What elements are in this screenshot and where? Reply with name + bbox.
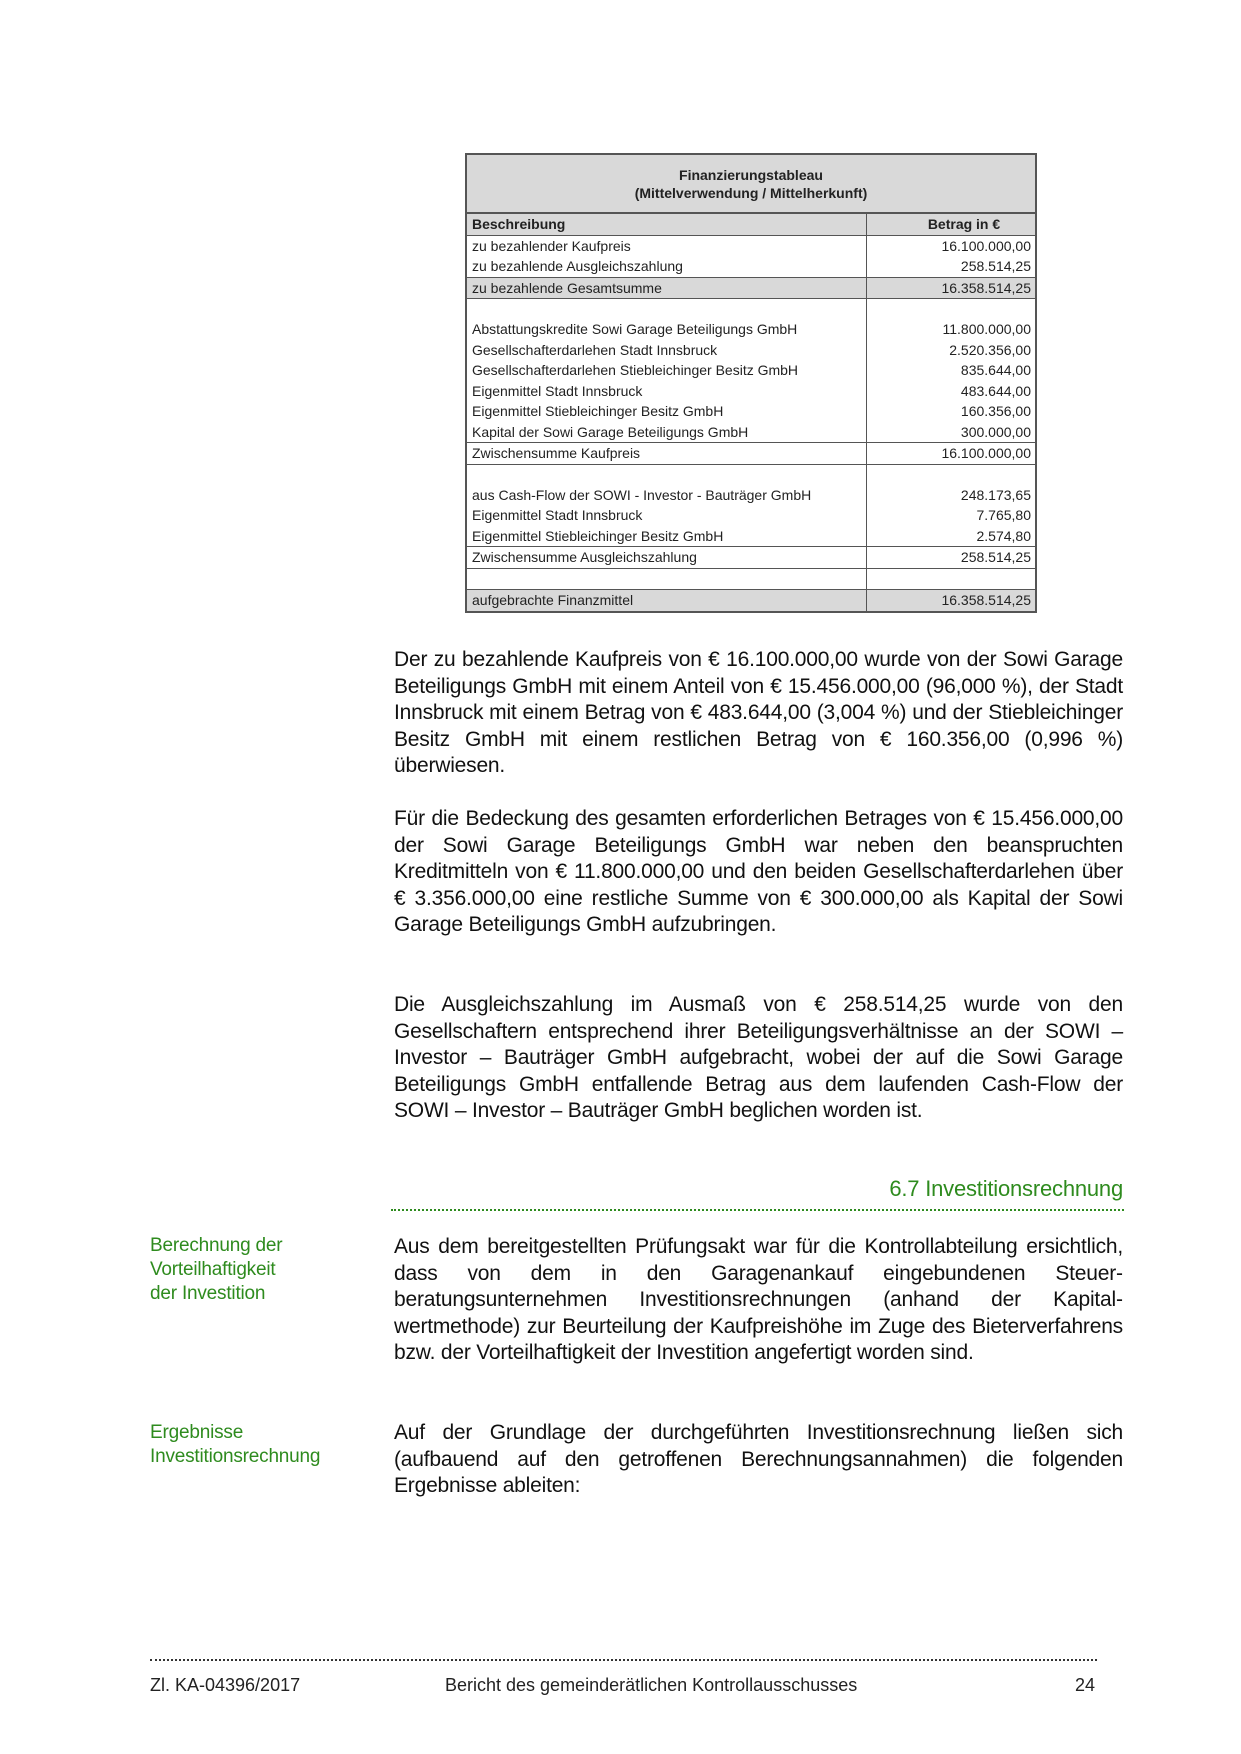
- paragraph-ergebnisse: Auf der Grundlage der durchgeführten Investitionsrechnung ließen sich (aufbauend auf den getroffenen Berechnungsannahmen) die folgenden Ergebnisse ableiten:: [394, 1421, 1123, 1498]
- table-spacer: [467, 569, 1035, 591]
- side-note-ergebnisse: Ergebnisse Investitionsrechnung: [150, 1422, 321, 1467]
- heading-divider: [391, 1209, 1124, 1211]
- table-row: Abstattungskredite Sowi Garage Beteiligungs GmbH 11.800.000,00: [467, 319, 1035, 340]
- table-header-row: [467, 214, 1035, 236]
- table-row-total: zu bezahlende Gesamtsumme 16.358.514,25: [467, 277, 1035, 300]
- footer-divider: [150, 1659, 1097, 1661]
- table-title: Finanzierungstableau (Mittelverwendung / Mittelherkunft): [467, 155, 1035, 214]
- footer-reference: Zl. KA-04396/2017: [150, 1675, 301, 1695]
- table-spacer: [467, 465, 1035, 485]
- table-row: zu bezahlender Kaufpreis 16.100.000,00: [467, 236, 1035, 257]
- side-note-berechnung: Berechnung der Vorteilhaftigkeit der Investition: [150, 1235, 283, 1304]
- table-row: Eigenmittel Stadt Innsbruck 7.765,80: [467, 505, 1035, 526]
- col-header-amount: Betrag in €: [927, 216, 1001, 232]
- paragraph-bedeckung: Für die Bedeckung des gesamten erforderlichen Betrages von € 15.456.000,00 der Sowi Garage Beteiligungs GmbH war neben den beanspruchten Kreditmitteln von € 11.800.000,00 und den beiden Gesellschafterdarlehen über € 3.356.000,00 eine restliche Summe von € 300.000,00 als Kapital der Sowi Garage Beteiligungs GmbH aufzubringen.: [394, 807, 1123, 937]
- table-spacer: [467, 299, 1035, 319]
- table-row-subtotal: Zwischensumme Ausgleichszahlung 258.514,25: [467, 546, 1035, 569]
- table-row: Gesellschafterdarlehen Stiebleichinger Besitz GmbH 835.644,00: [467, 360, 1035, 381]
- paragraph-ausgleichszahlung: Die Ausgleichszahlung im Ausmaß von € 258.514,25 wurde von den Gesellschaftern entsprechend ihrer Beteiligungsverhältnisse an der SOWI – Investor – Bauträger GmbH aufgebracht, wobei der auf die Sowi Garage Beteiligungs GmbH entfallende Betrag aus dem laufenden Cash-Flow der SOWI – Investor – Bauträger GmbH beglichen worden ist.: [394, 993, 1123, 1123]
- table-row: Kapital der Sowi Garage Beteiligungs GmbH 300.000,00: [467, 422, 1035, 443]
- financing-table: [465, 153, 1037, 613]
- col-header-description: Beschreibung: [467, 214, 867, 235]
- section-heading: 6.7 Investitionsrechnung: [889, 1176, 1123, 1201]
- page-number: 24: [1075, 1675, 1096, 1695]
- table-row: zu bezahlende Ausgleichszahlung 258.514,25: [467, 256, 1035, 277]
- table-row: Eigenmittel Stiebleichinger Besitz GmbH 160.356,00: [467, 401, 1035, 422]
- footer-title: Bericht des gemeinderätlichen Kontrollausschusses: [445, 1675, 858, 1695]
- table-row-grand-total: aufgebrachte Finanzmittel 16.358.514,25: [467, 590, 1035, 611]
- paragraph-pruefungsakt: Aus dem bereitgestellten Prüfungsakt war für die Kontrollabteilung ersichtlich, dass von dem in den Garagenankauf eingebundenen Steuerberatungsunternehmen Investitionsrechnungen (anhand der Kapitalwertmethode) zur Beurteilung der Kaufpreishöhe im Zuge des Bieterverfahrens bzw. der Vorteilhaftigkeit der Investition angefertigt worden sind.: [394, 1235, 1123, 1365]
- table-row: Eigenmittel Stadt Innsbruck 483.644,00: [467, 381, 1035, 402]
- paragraph-kaufpreis: Der zu bezahlende Kaufpreis von € 16.100.000,00 wurde von der Sowi Garage Beteiligungs GmbH mit einem Anteil von € 15.456.000,00 (96,000 %), der Stadt Innsbruck mit einem Betrag von € 483.644,00 (3,004 %) und der Stiebleichinger Besitz GmbH mit einem restlichen Betrag von € 160.356,00 (0,996 %) überwiesen.: [394, 648, 1123, 778]
- table-row: Eigenmittel Stiebleichinger Besitz GmbH 2.574,80: [467, 526, 1035, 547]
- table-row-subtotal: Zwischensumme Kaufpreis 16.100.000,00: [467, 442, 1035, 465]
- table-row: aus Cash-Flow der SOWI - Investor - Bauträger GmbH 248.173,65: [467, 485, 1035, 506]
- table-row: Gesellschafterdarlehen Stadt Innsbruck 2.520.356,00: [467, 340, 1035, 361]
